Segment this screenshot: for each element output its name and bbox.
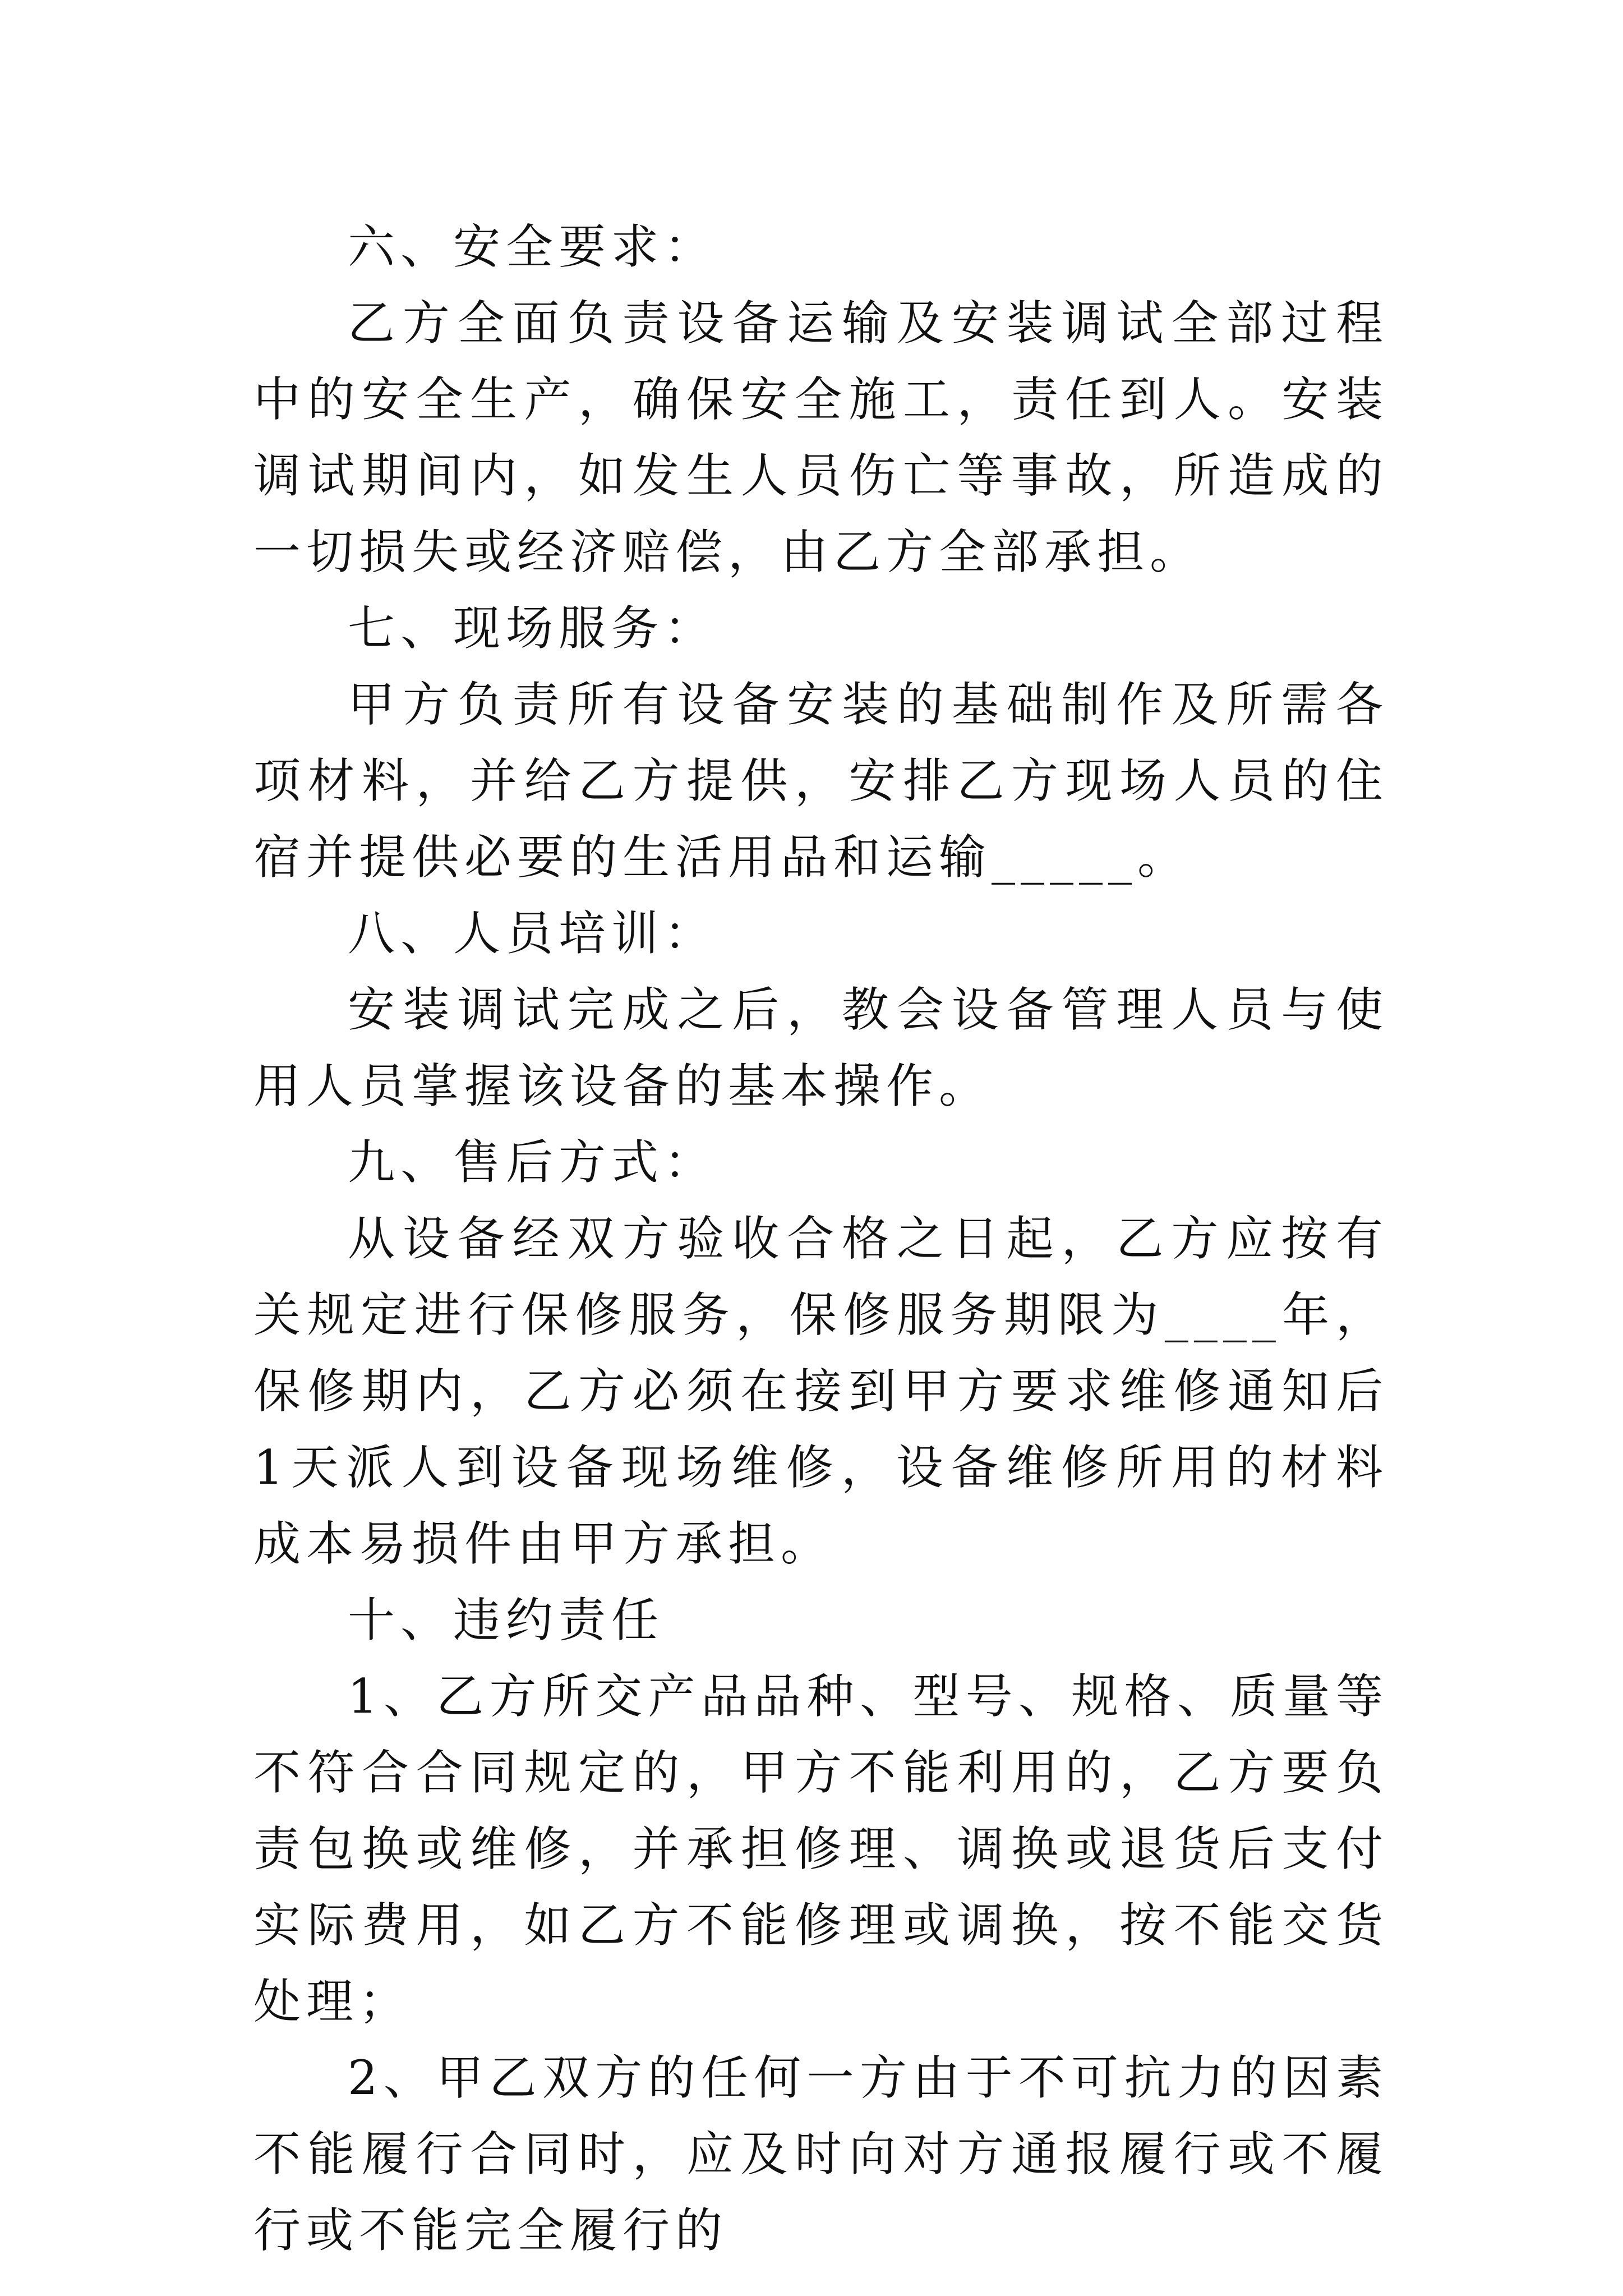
- after-sales-paragraph: 从设备经双方验收合格之日起，乙方应按有关规定进行保修服务，保修服务期限为____年，保修期内，乙方必须在接到甲方要求维修通知后1天派人到设备现场维修，设备维修所用的材料成本易损件由甲方承担。: [253, 1211, 1389, 1571]
- section-heading-training: 八、人员培训：: [348, 906, 717, 961]
- training-paragraph: 安装调试完成之后，教会设备管理人员与使用人员掌握该设备的基本操作。: [253, 982, 1389, 1114]
- document-body: [253, 209, 1389, 2269]
- onsite-service-paragraph: 甲方负责所有设备安装的基础制作及所需各项材料，并给乙方提供，安排乙方现场人员的住宿并提供必要的生活用品和运输_____。: [253, 677, 1389, 885]
- section-heading-after-sales: 九、售后方式：: [348, 1135, 717, 1190]
- section-heading-onsite-service: 七、现场服务：: [348, 601, 717, 656]
- safety-paragraph: 乙方全面负责设备运输及安装调试全部过程中的安全生产，确保安全施工，责任到人。安装调试期间内，如发生人员伤亡等事故，所造成的一切损失或经济赔偿，由乙方全部承担。: [253, 296, 1389, 579]
- liability-clause-2: 2、甲乙双方的任何一方由于不可抗力的因素不能履行合同时，应及时向对方通报履行或不履行或不能完全履行的: [253, 2050, 1389, 2258]
- section-heading-liability: 十、违约责任: [348, 1593, 665, 1648]
- section-heading-safety: 六、安全要求：: [348, 219, 717, 274]
- liability-clause-1: 1、乙方所交产品品种、型号、规格、质量等不符合合同规定的，甲方不能利用的，乙方要负责包换或维修，并承担修理、调换或退货后支付实际费用，如乙方不能修理或调换，按不能交货处理；: [253, 1669, 1389, 2029]
